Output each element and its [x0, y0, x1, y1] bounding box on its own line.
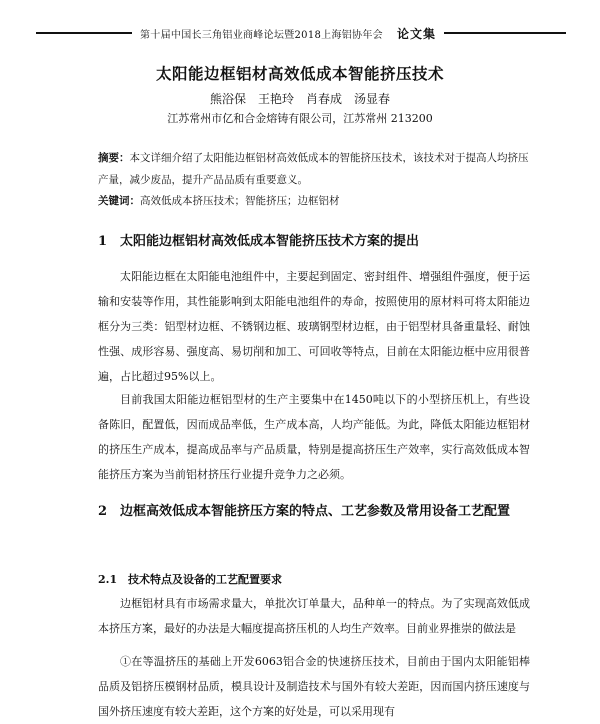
abstract	[98, 147, 530, 191]
header-rule-right	[444, 32, 566, 34]
section-1-paragraph-2: 目前我国太阳能边框铝型材的生产主要集中在1450吨以下的小型挤压机上，有些设备陈旧，配置低，因而成品率低，生产成本高，人均产能低。为此，降低太阳能边框铝材的挤压生产成本，提高成品率与产品质量，特别是提高挤压生产效率，实行高效低成本智能挤压方案为当前铝材挤压行业提升竞争力之必须。	[98, 393, 530, 481]
abstract-label: 摘要：	[98, 152, 130, 164]
section-1-number: 1	[98, 234, 108, 249]
subsection-2-1-paragraph-2: ①在等温挤压的基础上开发6063铝合金的快速挤压技术，目前由于国内太阳能铝棒品质及铝挤压模钢材品质，模具设计及制造技术与国外有较大差距，因而国内挤压速度与国外挤压速度有较大差距，这个方案的好处是，可以采用现有	[98, 655, 530, 718]
subsection-2-1-heading	[98, 571, 530, 587]
section-2-number: 2	[98, 504, 108, 519]
section-2-title: 边框高效低成本智能挤压方案的特点、工艺参数及常用设备工艺配置	[120, 504, 511, 519]
paper-title: 太阳能边框铝材高效低成本智能挤压技术	[155, 64, 444, 83]
running-header-tag: 论文集	[396, 26, 436, 41]
section-2-heading	[98, 497, 530, 527]
section-1-title: 太阳能边框铝材高效低成本智能挤压技术方案的提出	[120, 234, 420, 249]
subsection-2-1-title: 技术特点及设备的工艺配置要求	[128, 573, 282, 586]
paper-authors: 熊浴保 王艳玲 肖春成 汤显春	[209, 92, 390, 106]
keywords	[98, 192, 530, 210]
running-header	[36, 22, 566, 44]
subsection-2-1-paragraph-1: 边框铝材具有市场需求量大，单批次订单量大，品种单一的特点。为了实现高效低成本挤压方案，最好的办法是大幅度提高挤压机的人均生产效率。目前业界推崇的做法是	[98, 597, 530, 635]
paper-affiliation: 江苏常州市亿和合金熔铸有限公司，江苏常州 213200	[167, 112, 433, 125]
header-rule-left	[36, 32, 132, 34]
keywords-text: 高效低成本挤压技术；智能挤压；边框铝材	[140, 195, 340, 207]
section-1-heading	[98, 227, 530, 257]
section-1-paragraph-1: 太阳能边框在太阳能电池组件中，主要起到固定、密封组件、增强组件强度，便于运输和安装等作用，其性能影响到太阳能电池组件的寿命，按照使用的原材料可将太阳能边框分为三类：铝型材边框、不锈钢边框、玻璃钢型材边框，由于铝型材具备重量轻、耐蚀性强、成形容易、强度高、易切削和加工、可回收等特点，目前在太阳能边框中应用很普遍，占比超过95%以上。	[98, 270, 530, 383]
running-header-text: 第十届中国长三角铝业商峰论坛暨2018上海铝协年会	[140, 29, 383, 41]
keywords-label: 关键词：	[98, 195, 140, 207]
subsection-2-1-number: 2.1	[98, 573, 118, 586]
abstract-text: 本文详细介绍了太阳能边框铝材高效低成本的智能挤压技术，该技术对于提高人均挤压产量，减少废品，提升产品品质有重要意义。	[98, 152, 529, 186]
